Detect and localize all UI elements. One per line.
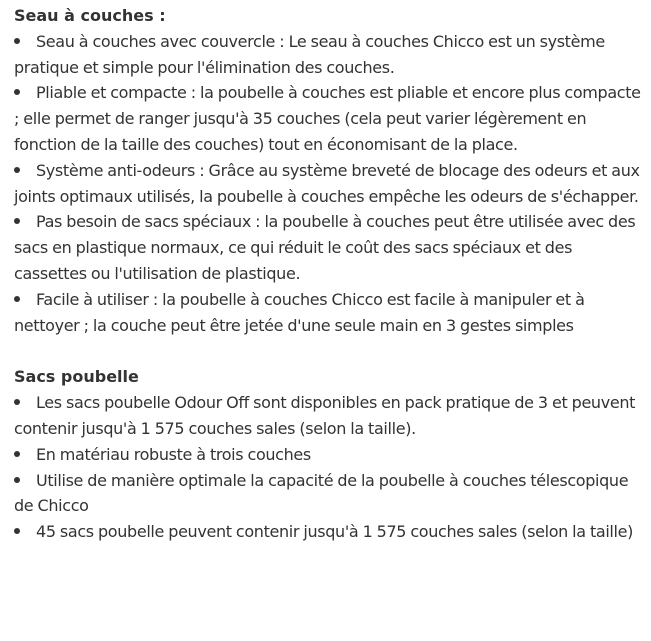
list-item-text: 45 sacs poubelle peuvent contenir jusqu'à 1 575 couches sales (selon la taille) <box>36 522 634 542</box>
section-trash-bags <box>14 364 643 545</box>
section-title: Seau à couches : <box>14 6 166 25</box>
list-item <box>14 29 643 81</box>
bullet-icon <box>14 451 20 457</box>
bullet-icon <box>14 477 20 483</box>
bullet-list <box>14 29 643 339</box>
list-item <box>14 209 643 286</box>
list-item-text: Facile à utiliser : la poubelle à couches Chicco est facile à manipuler et à nettoyer ; la couche peut être jetée d'une seule main en 3 gestes simples <box>14 289 585 335</box>
bullet-icon <box>14 296 20 302</box>
list-item <box>14 80 643 157</box>
bullet-list <box>14 390 643 545</box>
section-title: Sacs poubelle <box>14 367 139 387</box>
section-diaper-bin <box>14 3 643 338</box>
list-item <box>14 519 643 545</box>
list-item <box>14 158 643 210</box>
list-item-text: Seau à couches avec couvercle : Le seau à couches Chicco est un système pratique et simple pour l'élimination des couches. <box>14 31 605 77</box>
bullet-icon <box>14 528 20 534</box>
list-item-text: En matériau robuste à trois couches <box>36 444 311 464</box>
list-item-text: Système anti-odeurs : Grâce au système breveté de blocage des odeurs et aux joints optimaux utilisés, la poubelle à couches empêche les odeurs de s'échapper. <box>14 160 640 206</box>
list-item <box>14 287 643 339</box>
list-item-text: Pas besoin de sacs spéciaux : la poubelle à couches peut être utilisée avec des sacs en plastique normaux, ce qui réduit le coût des sacs spéciaux et des cassettes ou l'utilisation de plastique. <box>14 212 636 283</box>
list-item <box>14 442 643 468</box>
list-item <box>14 390 643 442</box>
bullet-icon <box>14 218 20 224</box>
bullet-icon <box>14 167 20 173</box>
list-item-text: Les sacs poubelle Odour Off sont disponibles en pack pratique de 3 et peuvent contenir jusqu'à 1 575 couches sales (selon la taille). <box>14 393 636 438</box>
bullet-icon <box>14 399 20 405</box>
list-item <box>14 468 643 520</box>
bullet-icon <box>14 89 20 95</box>
section-spacer <box>14 338 643 364</box>
list-item-text: Utilise de manière optimale la capacité de la poubelle à couches télescopique de Chicco <box>14 470 629 516</box>
list-item-text: Pliable et compacte : la poubelle à couches est pliable et encore plus compacte ; elle permet de ranger jusqu'à 35 couches (cela peut varier légèrement en fonction de la taille des couches) tout en économisant de la place. <box>14 83 641 154</box>
bullet-icon <box>14 38 20 44</box>
